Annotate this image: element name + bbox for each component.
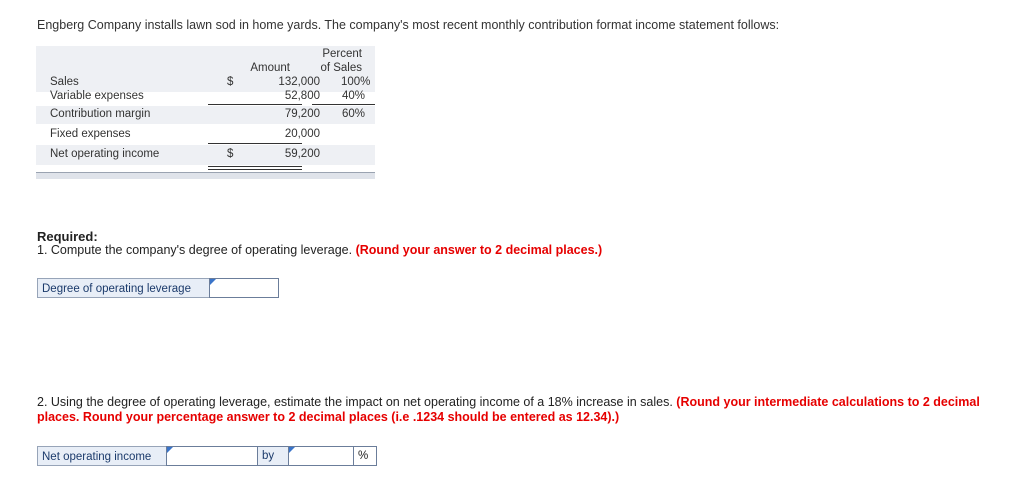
row-dollar-sign: $ <box>227 148 234 160</box>
amount-subtotal-rule <box>208 104 302 105</box>
amount-double-rule-top <box>208 166 302 167</box>
question-1-prompt: 1. Compute the company's degree of operating leverage. <box>37 243 356 257</box>
net-operating-income-direction-input[interactable] <box>166 446 258 466</box>
table-row <box>36 106 375 124</box>
header-of-sales: of Sales <box>320 62 362 74</box>
required-title: Required: <box>37 229 98 244</box>
row-percent-contribution-margin: 60% <box>341 108 365 120</box>
row-amount-contribution-margin: 79,200 <box>284 108 320 120</box>
amount-double-rule-bottom <box>208 169 302 170</box>
table-header-row <box>36 46 375 76</box>
question-2-text <box>37 395 1012 425</box>
degree-of-operating-leverage-label: Degree of operating leverage <box>37 278 210 298</box>
row-dollar-sign: $ <box>227 76 234 88</box>
header-percent: Percent <box>322 48 362 60</box>
header-amount: Amount <box>250 62 290 74</box>
amount-total-rule <box>208 143 302 144</box>
table-row <box>36 145 375 165</box>
row-percent-sales: 100% <box>341 76 371 88</box>
question-1-text <box>37 243 602 257</box>
degree-of-operating-leverage-input[interactable] <box>209 278 279 298</box>
row-amount-net-operating-income: 59,200 <box>284 148 320 160</box>
problem-intro: Engberg Company installs lawn sod in home yards. The company's most recent monthly contribution format income statement follows: <box>37 18 780 32</box>
question-2-rounding-note: (Round your intermediate calculations to 2 decimal places. Round your percentage answer to 2 decimal places (i.e .1234 should be entered as 12.34).) <box>37 395 980 424</box>
income-statement-table <box>36 46 375 172</box>
row-label-variable-expenses: Variable expenses <box>50 90 144 102</box>
row-label-fixed-expenses: Fixed expenses <box>50 128 131 140</box>
table-bottom-bar <box>36 172 375 179</box>
row-amount-sales: 132,000 <box>278 76 320 88</box>
net-operating-income-label: Net operating income <box>37 446 167 466</box>
net-operating-income-percent-input[interactable] <box>288 446 354 466</box>
row-amount-variable-expenses: 52,800 <box>284 90 320 102</box>
by-label: by <box>257 446 289 466</box>
row-label-contribution-margin: Contribution margin <box>50 108 151 120</box>
row-label-sales: Sales <box>50 76 79 88</box>
percent-unit: % <box>353 446 377 466</box>
row-label-net-operating-income: Net operating income <box>50 148 160 160</box>
row-amount-fixed-expenses: 20,000 <box>284 128 320 140</box>
question-2-prompt: 2. Using the degree of operating leverage, estimate the impact on net operating income of a 18% increase in sales. <box>37 395 677 409</box>
row-percent-variable-expenses: 40% <box>341 90 365 102</box>
percent-subtotal-rule <box>312 104 375 105</box>
table-row <box>36 126 375 142</box>
question-1-rounding-note: (Round your answer to 2 decimal places.) <box>355 243 603 257</box>
